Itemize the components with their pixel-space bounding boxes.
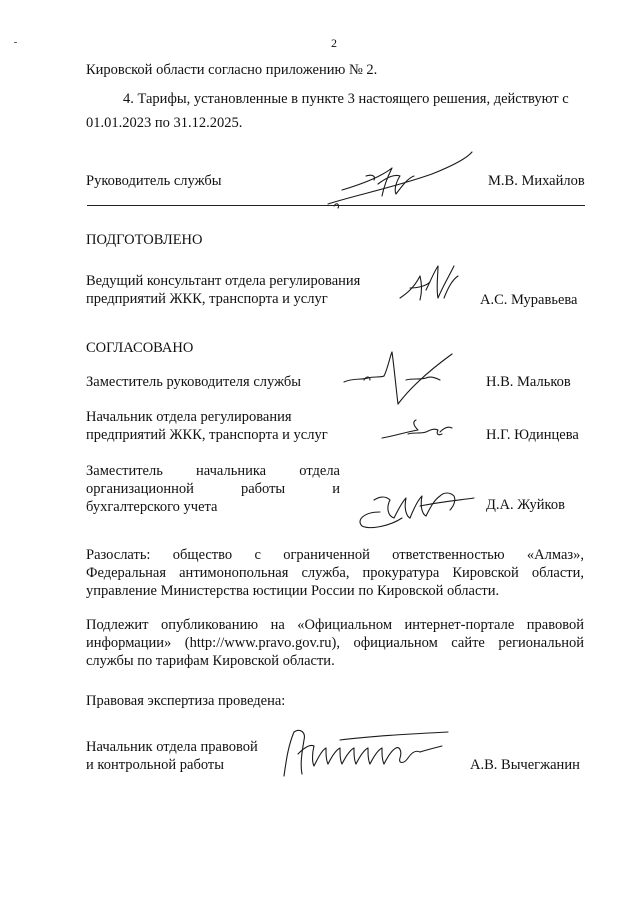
approved-signer-1-name: Н.В. Мальков	[486, 374, 571, 390]
prepared-position-line-2: предприятий ЖКК, транспорта и услуг	[86, 291, 328, 307]
publication-paragraph	[86, 616, 584, 670]
head-signature	[322, 146, 492, 212]
prepared-heading: ПОДГОТОВЛЕНО	[86, 232, 203, 248]
distribution-paragraph	[86, 546, 584, 600]
prepared-position-line-1: Ведущий консультант отдела регулирования	[86, 273, 361, 289]
separator-line	[87, 205, 585, 206]
publication-line-1: Подлежит опубликованию на «Официальном интернет-портале правовой	[86, 617, 584, 633]
head-name: М.В. Михайлов	[488, 173, 585, 189]
legal-review-signature	[280, 722, 456, 778]
distribution-line-3: управление Министерства юстиции России по Кировской области.	[86, 583, 500, 599]
prepared-signature	[396, 258, 466, 308]
approved-signer-2-position-line-1: Начальник отдела регулирования	[86, 409, 292, 425]
intro-line: Кировской области согласно приложению № 2.	[86, 62, 378, 78]
approved-signer-1-signature	[340, 348, 470, 410]
publication-line-3: службы по тарифам Кировской области.	[86, 653, 335, 669]
legal-review-position-line-2: и контрольной работы	[86, 757, 224, 773]
approved-signer-1-position: Заместитель руководителя службы	[86, 374, 302, 390]
legal-review-name: А.В. Вычегжанин	[470, 757, 580, 773]
scan-speck	[14, 42, 17, 43]
approved-signer-3-signature	[350, 482, 480, 532]
approved-signer-3-position-line-2: организационной работы и	[86, 481, 340, 497]
legal-review-statement: Правовая экспертиза проведена:	[86, 693, 286, 709]
approved-signer-2-signature	[378, 416, 458, 446]
approved-signer-2-position-line-2: предприятий ЖКК, транспорта и услуг	[86, 427, 328, 443]
publication-line-2: информации» (http://www.pravo.gov.ru), официальном сайте региональной	[86, 635, 584, 651]
approved-signer-2-name: Н.Г. Юдинцева	[486, 427, 579, 443]
clause-4-line-1: 4. Тарифы, установленные в пункте 3 настоящего решения, действуют с	[123, 91, 569, 107]
distribution-line-2: Федеральная антимонопольная служба, прокуратура Кировской области,	[86, 565, 584, 581]
head-position: Руководитель службы	[86, 173, 222, 189]
page-number: 2	[331, 36, 337, 50]
clause-4-line-2: 01.01.2023 по 31.12.2025.	[86, 115, 243, 131]
approved-signer-3-name: Д.А. Жуйков	[486, 497, 565, 513]
approved-heading: СОГЛАСОВАНО	[86, 340, 194, 356]
legal-review-position-line-1: Начальник отдела правовой	[86, 739, 258, 755]
approved-signer-3-position	[86, 462, 340, 516]
approved-signer-3-position-line-3: бухгалтерского учета	[86, 499, 218, 515]
distribution-line-1: Разослать: общество с ограниченной ответственностью «Алмаз»,	[86, 547, 584, 563]
prepared-name: А.С. Муравьева	[480, 292, 578, 308]
approved-signer-3-position-line-1: Заместитель начальника отдела	[86, 463, 340, 479]
